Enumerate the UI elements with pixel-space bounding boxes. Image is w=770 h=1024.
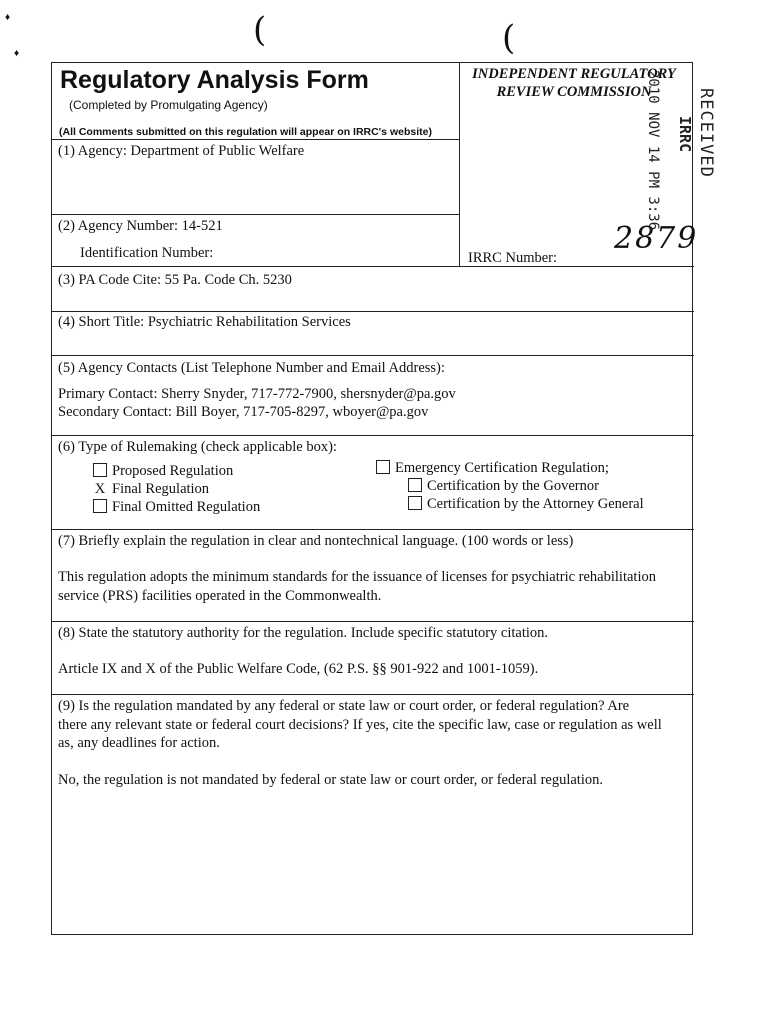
identification-number-field: Identification Number: [80,245,214,261]
explain-text-line2: service (PRS) facilities operated in the Commonwealth. [58,588,382,604]
option-emergency-certification[interactable]: Emergency Certification Regulation; [376,459,609,477]
option-proposed-regulation[interactable]: Proposed Regulation [93,462,233,480]
irrc-header-line2: REVIEW COMMISSION [496,84,652,100]
final-omitted-checkbox[interactable] [93,499,107,513]
date-stamp: 2010 NOV 14 PM 3:36 [645,70,661,231]
agency-number-field: (2) Agency Number: 14-521 [58,218,223,234]
form-title: Regulatory Analysis Form [60,66,369,94]
emergency-checkbox[interactable] [376,460,390,474]
divider [52,355,694,356]
scan-hole-punch-mark: ( [253,10,267,50]
divider [52,266,694,267]
mandate-question-line1: (9) Is the regulation mandated by any federal or state law or court order, or federal regulation? Are [58,698,630,714]
option-certification-governor[interactable]: Certification by the Governor [408,477,599,495]
rulemaking-heading: (6) Type of Rulemaking (check applicable box): [58,439,337,455]
regulatory-analysis-form [51,62,699,935]
form-subtitle: (Completed by Promulgating Agency) [69,98,268,112]
irrc-header-line1: INDEPENDENT REGULATORY [472,66,676,82]
scan-speck: ♦ [5,12,11,23]
secondary-contact: Secondary Contact: Bill Boyer, 717-705-8297, wboyer@pa.gov [58,404,429,420]
explain-heading: (7) Briefly explain the regulation in clear and nontechnical language. (100 words or less) [58,533,574,549]
authority-heading: (8) State the statutory authority for the regulation. Include specific statutory citation. [58,625,549,641]
pa-code-field: (3) PA Code Cite: 55 Pa. Code Ch. 5230 [58,272,292,288]
option-final-regulation[interactable]: X Final Regulation [94,481,210,497]
explain-text-line1: This regulation adopts the minimum standards for the issuance of licenses for psychiatric rehabilitation [58,569,656,585]
governor-checkbox[interactable] [408,478,422,492]
divider [52,621,694,622]
option-final-omitted-regulation[interactable]: Final Omitted Regulation [93,498,260,516]
irrc-number-handwritten: 2879 [614,221,699,256]
agency-field: (1) Agency: Department of Public Welfare [58,143,305,159]
attorney-general-checkbox[interactable] [408,496,422,510]
proposed-checkbox[interactable] [93,463,107,477]
option-certification-attorney-general[interactable]: Certification by the Attorney General [408,495,644,513]
divider [52,214,459,215]
irrc-stamp: IRRC [676,116,694,153]
scan-hole-punch-mark: ( [502,18,516,58]
irrc-number-label: IRRC Number: [468,250,558,266]
divider [52,694,694,695]
divider [52,139,459,140]
mandate-question-line2: there any relevant state or federal court decisions? If yes, cite the specific law, case or regulation as well [58,717,662,733]
scan-speck: ♦ [14,48,20,59]
authority-text: Article IX and X of the Public Welfare Code, (62 P.S. §§ 901-922 and 1001-1059). [58,661,539,677]
divider [52,529,694,530]
received-stamp: RECEIVED [696,88,716,178]
divider [52,311,694,312]
final-check-mark: X [94,481,106,497]
comment-note: (All Comments submitted on this regulation will appear on IRRC's website) [59,126,432,138]
primary-contact: Primary Contact: Sherry Snyder, 717-772-7900, shersnyder@pa.gov [58,386,456,402]
short-title-field: (4) Short Title: Psychiatric Rehabilitation Services [58,314,351,330]
divider [52,435,694,436]
mandate-question-line3: as, any deadlines for action. [58,735,220,751]
contacts-heading: (5) Agency Contacts (List Telephone Number and Email Address): [58,360,445,376]
mandate-answer: No, the regulation is not mandated by federal or state law or court order, or federal regulation. [58,772,603,788]
